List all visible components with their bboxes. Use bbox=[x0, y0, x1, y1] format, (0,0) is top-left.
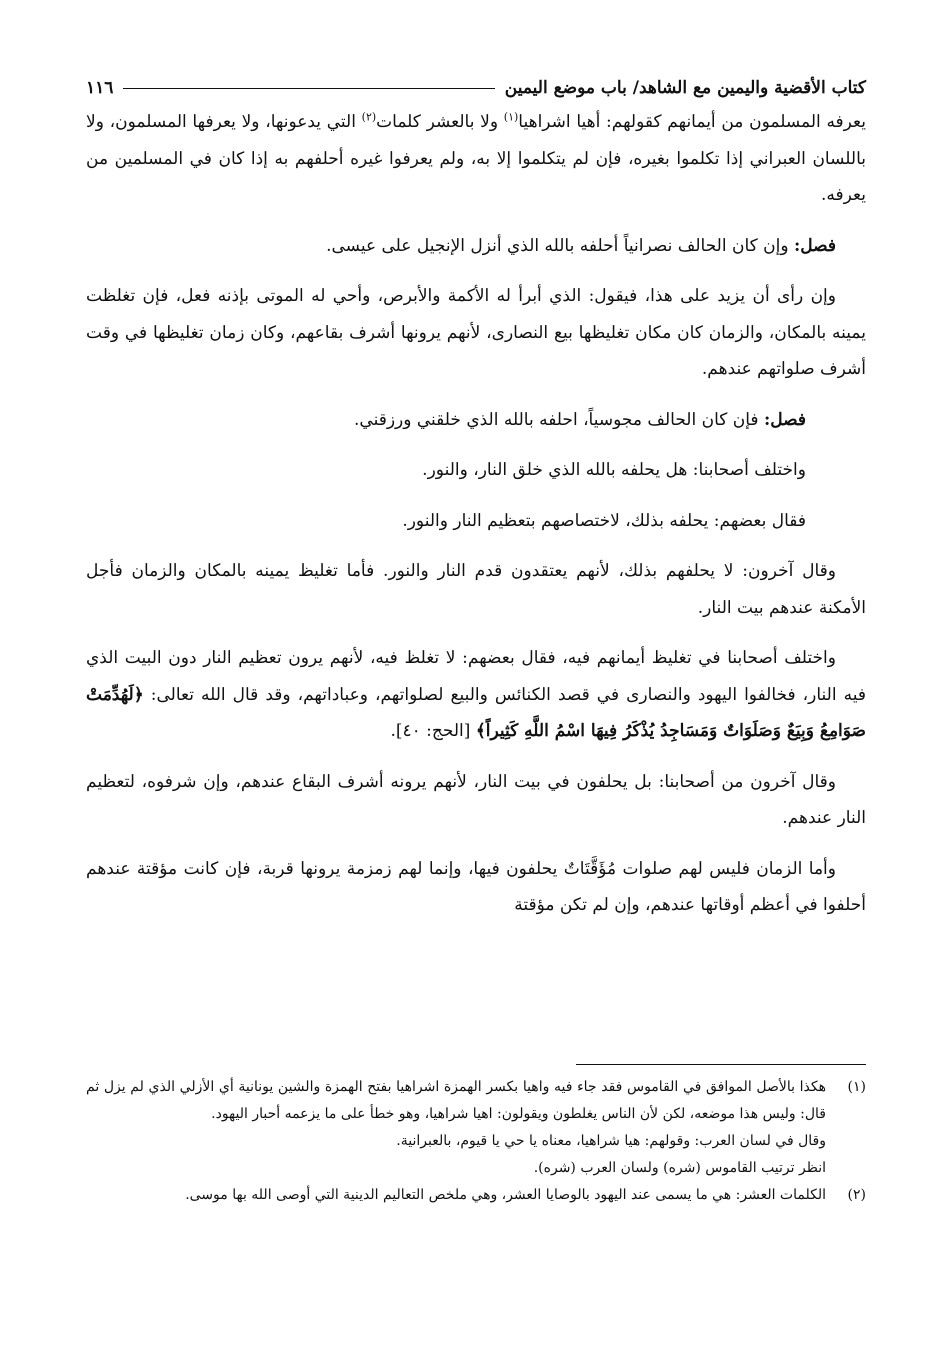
quran-quote: ﴿لَهُدِّمَتْ صَوَامِعُ وَبِيَعٌ وَصَلَوَاتٌ وَمَسَاجِدُ يُذْكَرُ فِيهَا اسْمُ اللَّهِ كَثِيراً﴾ bbox=[86, 684, 866, 741]
paragraph-text: يعرفه المسلمون من أيمانهم كقولهم: أهيا اشراهيا bbox=[518, 112, 866, 132]
body-paragraph bbox=[86, 402, 866, 439]
paragraph-text: وإن رأى أن يزيد على هذا، فيقول: الذي أبرأ له الأكمة والأبرص، وأحي له الموتى بإذنه فعل، فإن تغلظت يمينه بالمكان، والزمان كان مكان تغليظها بيع النصارى، لأنهم يرونها أشرف بقاعهم، وكان زمان تغليظها في وقت أشرف صلواتهم عندهم. bbox=[86, 286, 866, 379]
body-paragraph bbox=[86, 228, 866, 265]
footnote-line: الكلمات العشر: هي ما يسمى عند اليهود بالوصايا العشر، وهي ملخص التعاليم الدينية التي أوصى الله بها موسى. bbox=[185, 1187, 826, 1203]
footnote-marker: (٢) bbox=[361, 110, 377, 124]
footnotes bbox=[86, 1074, 866, 1209]
footnote-number: (٢) bbox=[847, 1187, 866, 1203]
footnote-line: انظر ترتيب القاموس (شره) ولسان العرب (شره). bbox=[533, 1160, 826, 1176]
running-header bbox=[86, 72, 866, 104]
footnote-body bbox=[86, 1074, 826, 1182]
running-title: كتاب الأقضية واليمين مع الشاهد/ باب موضع اليمين bbox=[504, 78, 866, 98]
page-number: ١١٦ bbox=[86, 78, 114, 98]
paragraph-text: وإن كان الحالف نصرانياً أحلفه بالله الذي أنزل الإنجيل على عيسى. bbox=[326, 235, 794, 256]
paragraph-text: [الحج: ٤٠]. bbox=[390, 721, 476, 741]
footnote-marker: (١) bbox=[503, 110, 519, 124]
paragraph-text: فقال بعضهم: يحلفه بذلك، لاختصاصهم بتعظيم النار والنور. bbox=[402, 510, 806, 531]
footnote-number: (١) bbox=[847, 1079, 866, 1095]
section-label: فصل: bbox=[763, 409, 806, 430]
footnote bbox=[86, 1182, 866, 1209]
paragraph-text: وقال آخرون من أصحابنا: بل يحلفون في بيت النار، لأنهم يرونه أشرف البقاع عندهم، وإن شرفوه، لتعظيم النار عندهم. bbox=[86, 771, 866, 828]
paragraph-text: واختلف أصحابنا في تغليظ أيمانهم فيه، فقال بعضهم: لا تغلظ فيه، لأنهم يرون تعظيم النار دون البيت الذي فيه النار، فخالفوا اليهود والنصارى في قصد الكنائس والبيع لصلواتهم، وعباداتهم، وقد قال الله تعالى: bbox=[86, 648, 866, 705]
body-paragraph bbox=[86, 452, 866, 489]
footnote-line: وقال في لسان العرب: وقولهم: هيا شراهيا، معناه يا حي يا قيوم، بالعبرانية. bbox=[396, 1133, 826, 1149]
paragraph-text: التي يدعونها، ولا يعرفها المسلمون، ولا باللسان العبراني إذا تكلموا بغيره، فإن لم يتكلموا إلا به، ولم يعرفوا غيره أحلفهم به إذا كان في المسلمين من يعرفه. bbox=[86, 112, 866, 205]
paragraph-text: واختلف أصحابنا: هل يحلفه بالله الذي خلق النار، والنور. bbox=[422, 460, 806, 480]
paragraph-text: فإن كان الحالف مجوسياً، احلفه بالله الذي خلقني ورزقني. bbox=[354, 409, 764, 430]
body-paragraph bbox=[86, 851, 866, 924]
header-rule bbox=[123, 88, 494, 89]
paragraph-text: ولا بالعشر كلمات bbox=[376, 112, 504, 132]
footnote-line: هكذا بالأصل الموافق في القاموس فقد جاء فيه واهيا بكسر الهمزة اشراهيا بفتح الهمزة والشين يونانية أي الأزلي الذي لم يزل ثم قال: وليس هذا موضعه، لكن لأن الناس يغلطون ويقولون: اهيا شراهيا، وهو خطأ على ما يزعمه أحبار اليهود. bbox=[86, 1079, 826, 1122]
body-paragraph bbox=[86, 553, 866, 626]
body-paragraph bbox=[86, 278, 866, 388]
body-text bbox=[86, 104, 866, 938]
footnote-separator bbox=[576, 1064, 866, 1065]
paragraph-text: وأما الزمان فليس لهم صلوات مُؤَقَّتَاتٌ يحلفون فيها، وإنما لهم زمزمة يرونها قربة، فإن كانت مؤقتة عندهم أحلفوا في أعظم أوقاتها عندهم، وإن لم تكن مؤقتة bbox=[86, 858, 866, 915]
paragraph-text: وقال آخرون: لا يحلفهم بذلك، لأنهم يعتقدون قدم النار والنور. فأما تغليظ يمينه بالمكان والزمان فأجل الأمكنة عندهم بيت النار. bbox=[86, 561, 866, 618]
section-label: فصل: bbox=[793, 235, 836, 256]
body-paragraph bbox=[86, 104, 866, 214]
body-paragraph bbox=[86, 503, 866, 540]
footnote bbox=[86, 1074, 866, 1182]
footnote-body bbox=[86, 1182, 826, 1209]
body-paragraph bbox=[86, 764, 866, 837]
body-paragraph bbox=[86, 640, 866, 750]
